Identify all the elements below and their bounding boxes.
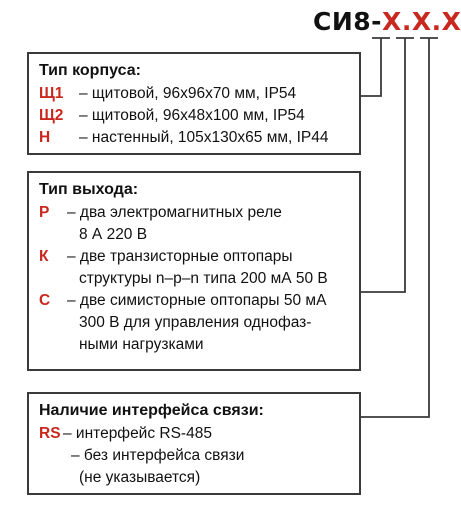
output-option-row (39, 290, 349, 312)
output-code: С (39, 292, 51, 309)
output-option-row (39, 246, 349, 268)
separator-2: . (431, 7, 442, 36)
output-placeholder: X (411, 7, 432, 36)
connector-output (361, 38, 405, 292)
output-description: – два электромагнитных реле (67, 204, 282, 221)
housing-type-box (27, 52, 361, 155)
housing-option-row (39, 127, 349, 149)
housing-code: Щ1 (39, 85, 64, 102)
output-description-continued: структуры n–p–n типа 200 мА 50 В (79, 270, 328, 287)
output-description-continued: 300 В для управления однофаз- (79, 314, 312, 331)
interface-placeholder: X (441, 7, 461, 36)
housing-description: – настенный, 105x130x65 мм, IP44 (79, 129, 329, 146)
housing-description: – щитовой, 96x96x70 мм, IP54 (79, 85, 297, 102)
housing-placeholder: X (382, 7, 402, 36)
interface-description: – интерфейс RS-485 (63, 425, 212, 442)
connector-interface (361, 38, 429, 417)
interface-option-row (39, 423, 349, 445)
connector-housing (361, 38, 381, 96)
housing-option-row (39, 105, 349, 127)
housing-option-row (39, 83, 349, 105)
output-type-box (27, 171, 361, 371)
output-description: – две симисторные оптопары 50 мА (67, 292, 327, 309)
interface-code: RS (39, 425, 61, 442)
interface-none-note: (не указывается) (79, 469, 201, 486)
output-description-continued: 8 А 220 В (79, 226, 148, 243)
housing-heading: Тип корпуса: (39, 62, 141, 79)
housing-code: Щ2 (39, 107, 64, 124)
output-description: – две транзисторные оптопары (67, 248, 293, 265)
housing-code: Н (39, 129, 51, 146)
separator-1: . (401, 7, 412, 36)
output-description-continued: ными нагрузками (79, 336, 204, 353)
output-option-row (39, 202, 349, 224)
output-code: Р (39, 204, 50, 221)
interface-box (27, 392, 361, 495)
interface-none-option: – без интерфейса связи (71, 447, 245, 464)
housing-description: – щитовой, 96x48x100 мм, IP54 (79, 107, 305, 124)
output-heading: Тип выхода: (39, 181, 139, 198)
interface-heading: Наличие интерфейса связи: (39, 402, 264, 419)
output-code: К (39, 248, 49, 265)
model-prefix: СИ8- (313, 7, 383, 36)
